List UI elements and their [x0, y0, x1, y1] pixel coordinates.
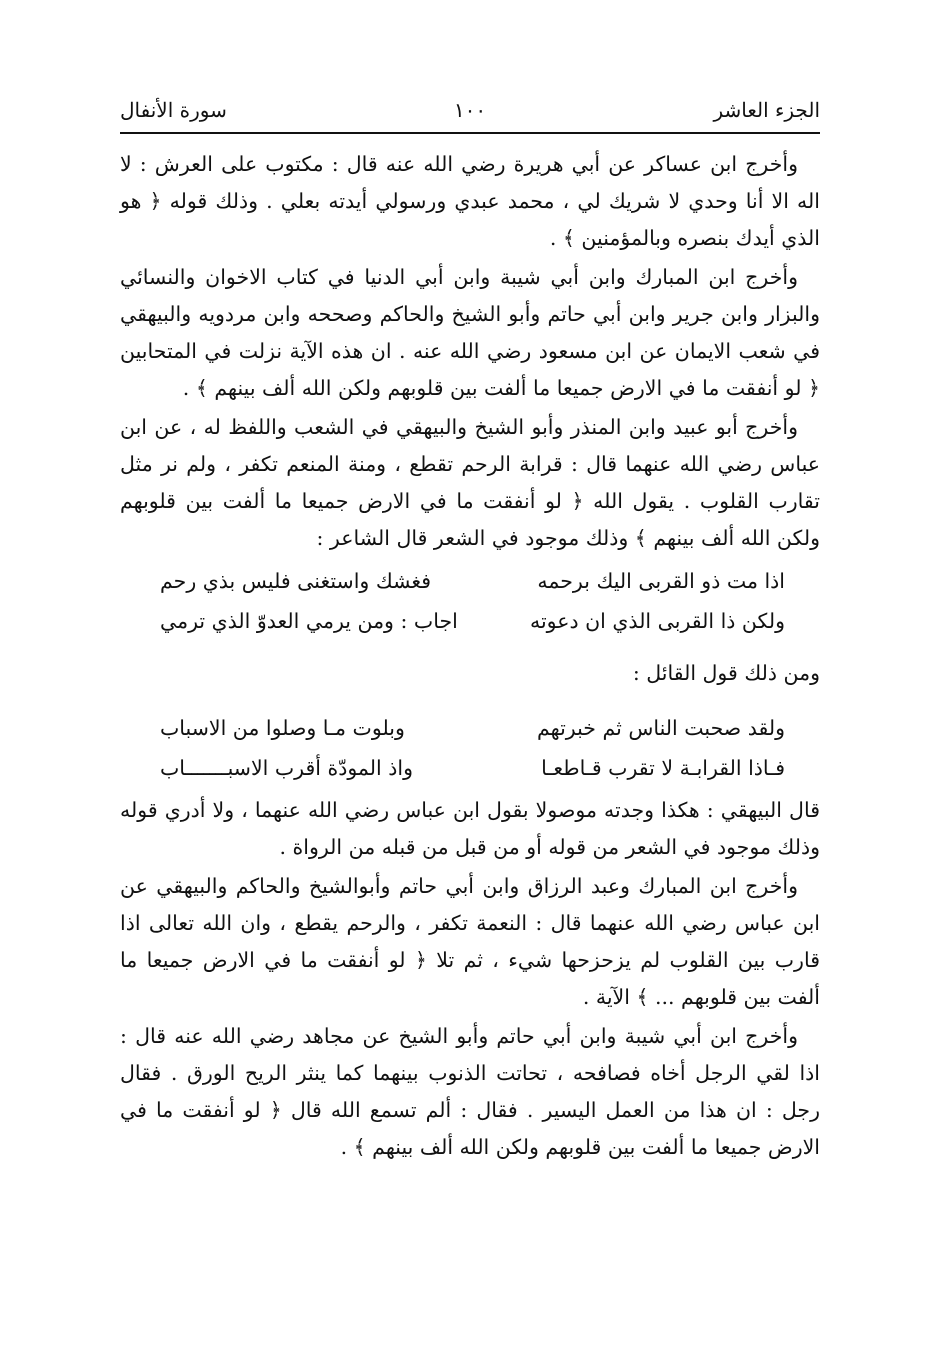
- paragraph-1: وأخرج ابن عساكر عن أبي هريرة رضي الله عنه قال : مكتوب على العرش : لا اله الا أنا وحدي لا شريك لي ، محمد عبدي ورسولي أيدته بعلي . وذلك قوله ﴿ هو الذي أيدك بنصره وبالمؤمنين ﴾ .: [120, 152, 820, 250]
- paragraph-5: وأخرج ابن المبارك وعبد الرزاق وابن أبي حاتم وأبوالشيخ والحاكم والبيهقي عن ابن عباس رضي الله عنهما قال : النعمة تكفر ، والرحم يقطع ، وان الله تعالى اذا قارب بين القلوب لم يزحزحها شيء ، ثم تلا ﴿ لو أنفقت ما في الارض جميعا ما ألفت بين قلوبهم ... ﴾ الآية .: [120, 874, 820, 1009]
- verse-line: [120, 601, 820, 641]
- verse-first-hemistich: ولكن ذا القربى الذي ان دعوته: [529, 609, 785, 633]
- paragraph-6: وأخرج ابن أبي شيبة وابن أبي حاتم وأبو الشيخ عن مجاهد رضي الله عنه قال : اذا لقي الرجل أخاه فصافحه ، تحاتت الذنوب بينهما كما ينثر الريح الورق . فقال رجل : ان هذا من العمل اليسير . فقال : ألم تسمع الله قال ﴿ لو أنفقت ما في الارض جميعا ما ألفت بين قلوبهم ولكن الله ألف بينهم ﴾ .: [120, 1024, 820, 1159]
- surah-label: سورة الأنفال: [120, 98, 227, 122]
- running-header: [120, 92, 820, 134]
- poem-2: [120, 708, 820, 788]
- verse-first-hemistich: فـاذا القرابـة لا تقرب قـاطعـا: [541, 756, 785, 780]
- poem-1: [120, 561, 820, 641]
- page: [120, 92, 820, 1168]
- verse-first-hemistich: ولقد صحبت الناس ثم خبرتهم: [536, 716, 785, 740]
- verse-second-hemistich: وبلوت مـا وصلوا من الاسباب: [160, 716, 405, 740]
- verse-second-hemistich: اجاب : ومن يرمي العدوّ الذي ترمي: [160, 609, 458, 633]
- paragraph-3: وأخرج أبو عبيد وابن المنذر وأبو الشيخ والبيهقي في الشعب واللفظ له ، عن ابن عباس رضي الله عنهما قال : قرابة الرحم تقطع ، ومنة المنعم تكفر ، ولم نر مثل تقارب القلوب . يقول الله ﴿ لو أنفقت ما في الارض جميعا ما ألفت بين قلوبهم ولكن الله ألف بينهم ﴾ وذلك موجود في الشعر قال الشاعر :: [120, 415, 820, 550]
- verse-line: [120, 561, 820, 601]
- poem-intro: ومن ذلك قول القائل :: [632, 661, 820, 685]
- verse-line: [120, 708, 820, 748]
- part-label: الجزء العاشر: [713, 98, 820, 122]
- page-body: [120, 146, 820, 1166]
- verse-line: [120, 748, 820, 788]
- paragraph-2: وأخرج ابن المبارك وابن أبي شيبة وابن أبي الدنيا في كتاب الاخوان والنسائي والبزار وابن جرير وابن أبي حاتم وأبو الشيخ والحاكم وصححه وابن مردويه والبيهقي في شعب الايمان عن ابن مسعود رضي الله عنه . ان هذه الآية نزلت في المتحابين ﴿ لو أنفقت ما في الارض جميعا ما ألفت بين قلوبهم ولكن الله ألف بينهم ﴾ .: [120, 265, 820, 400]
- page-number: ١٠٠: [453, 98, 487, 122]
- paragraph-4: قال البيهقي : هكذا وجدته موصولا بقول ابن عباس رضي الله عنهما ، ولا أدري قوله وذلك موجود في الشعر من قوله أو من قبل من قبله من الرواة .: [120, 798, 820, 859]
- verse-second-hemistich: واذ المودّة أقرب الاسبـــــــاب: [160, 756, 413, 780]
- verse-first-hemistich: اذا مت ذو القربى اليك برحمه: [537, 569, 785, 593]
- verse-second-hemistich: فغشك واستغنى فليس بذي رحم: [160, 569, 432, 593]
